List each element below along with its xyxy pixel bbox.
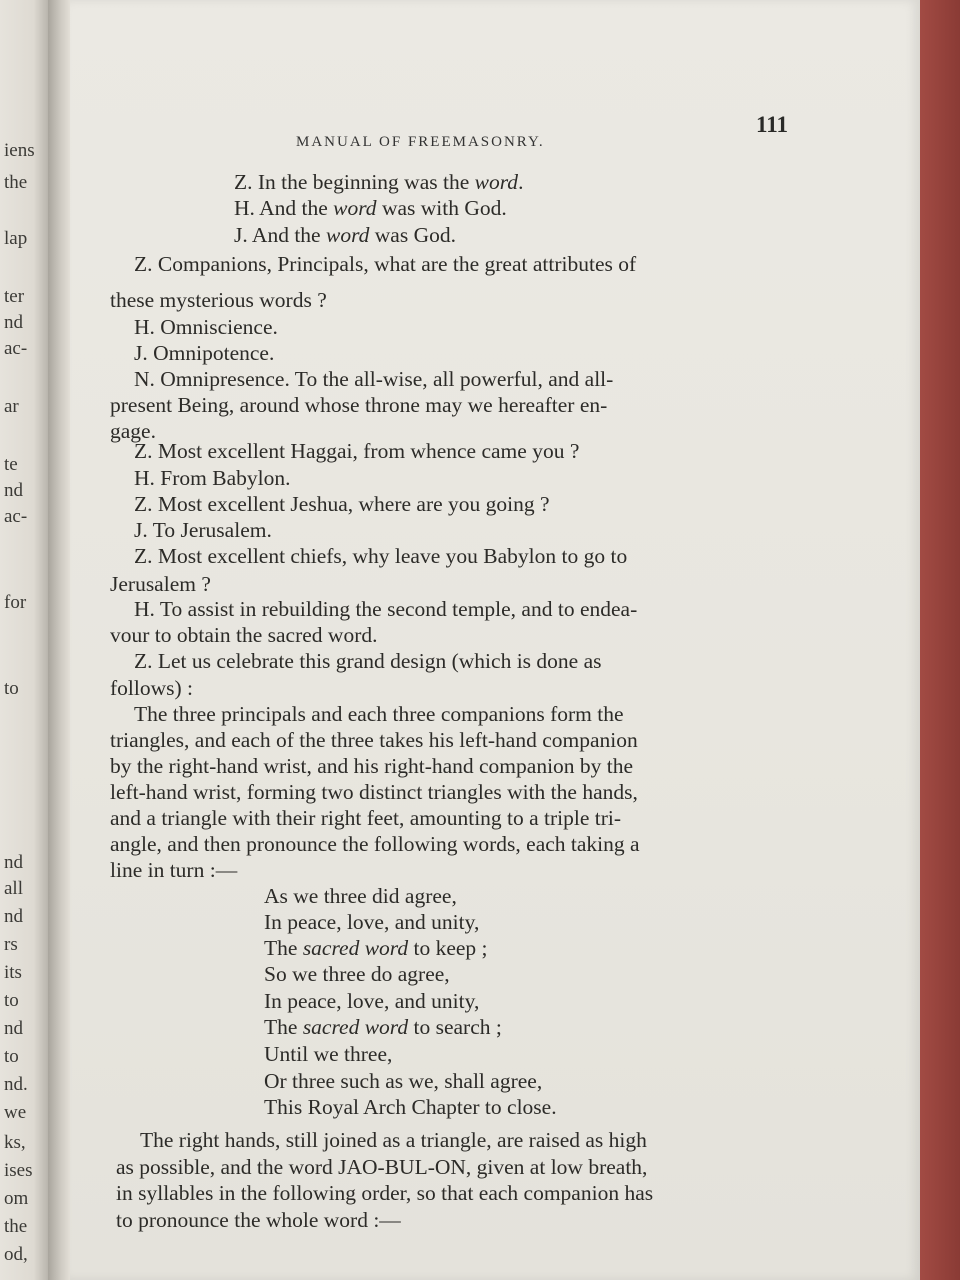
verse-line: In peace, love, and unity, [264, 910, 480, 934]
text-line: J. Omnipotence. [134, 341, 275, 365]
running-head: MANUAL OF FREEMASONRY. [296, 134, 545, 150]
page-number: 111 [756, 112, 788, 137]
text-line: present Being, around whose throne may we hereafter en- [110, 393, 608, 417]
prev-page-fragment: nd [4, 906, 23, 927]
prev-page-fragment: for [4, 592, 27, 613]
prev-page-fragment: ises [4, 1160, 33, 1181]
text-line: Z. Let us celebrate this grand design (which is done as [134, 649, 602, 673]
prev-page-fragment: to [4, 990, 19, 1011]
book-cover-edge [920, 0, 960, 1280]
prev-page-fragment: its [4, 962, 22, 983]
text-line: H. And the word was with God. [234, 196, 507, 220]
verse-line: This Royal Arch Chapter to close. [264, 1095, 557, 1119]
text-line: Jerusalem ? [110, 572, 211, 596]
previous-page-edge [0, 0, 48, 1280]
text-line: left-hand wrist, forming two distinct triangles with the hands, [110, 780, 638, 804]
prev-page-fragment: te [4, 454, 18, 475]
text-line: J. And the word was God. [234, 223, 456, 247]
text-line: Z. Most excellent chiefs, why leave you Babylon to go to [134, 544, 628, 568]
prev-page-fragment: nd. [4, 1074, 28, 1095]
text-line: Z. In the beginning was the word. [234, 170, 524, 194]
text-line: as possible, and the word JAO-BUL-ON, given at low breath, [116, 1155, 648, 1179]
prev-page-fragment: ks, [4, 1132, 26, 1153]
text-line: H. From Babylon. [134, 466, 291, 490]
verse-line: Until we three, [264, 1042, 393, 1066]
text-line: and a triangle with their right feet, amounting to a triple tri- [110, 806, 622, 830]
prev-page-fragment: ac- [4, 506, 28, 527]
prev-page-fragment: nd [4, 312, 23, 333]
text-line: Z. Most excellent Jeshua, where are you going ? [134, 492, 550, 516]
text-line: H. Omniscience. [134, 315, 278, 339]
prev-page-fragment: lap [4, 228, 28, 249]
prev-page-fragment: od, [4, 1244, 28, 1265]
text-line: follows) : [110, 676, 194, 700]
prev-page-fragment: ac- [4, 338, 28, 359]
verse-line: As we three did agree, [264, 884, 457, 908]
text-line: H. To assist in rebuilding the second temple, and to endea- [134, 597, 638, 621]
prev-page-fragment: rs [4, 934, 18, 955]
prev-page-fragment: all [4, 878, 23, 899]
verse-line: The sacred word to keep ; [264, 936, 488, 960]
book-gutter [48, 0, 70, 1280]
text-line: The right hands, still joined as a triangle, are raised as high [140, 1128, 647, 1152]
text-line: by the right-hand wrist, and his right-hand companion by the [110, 754, 634, 778]
verse-line: In peace, love, and unity, [264, 989, 480, 1013]
text-line: N. Omnipresence. To the all-wise, all powerful, and all- [134, 367, 614, 391]
text-line: in syllables in the following order, so that each companion has [116, 1181, 654, 1205]
prev-page-fragment: nd [4, 852, 23, 873]
text-line: line in turn :— [110, 858, 238, 882]
prev-page-fragment: iens [4, 140, 35, 161]
text-line: angle, and then pronounce the following words, each taking a [110, 832, 640, 856]
prev-page-fragment: to [4, 1046, 19, 1067]
text-line: Z. Most excellent Haggai, from whence came you ? [134, 439, 580, 463]
text-line: triangles, and each of the three takes his left-hand companion [110, 728, 638, 752]
prev-page-fragment: om [4, 1188, 29, 1209]
prev-page-fragment: ar [4, 396, 19, 417]
verse-line: So we three do agree, [264, 962, 450, 986]
text-line: vour to obtain the sacred word. [110, 623, 378, 647]
prev-page-fragment: ter [4, 286, 25, 307]
prev-page-fragment: nd [4, 480, 23, 501]
verse-line: The sacred word to search ; [264, 1015, 502, 1039]
text-line: gage. [110, 419, 156, 443]
text-line: to pronounce the whole word :— [116, 1208, 401, 1232]
text-line: Z. Companions, Principals, what are the great attributes of [134, 252, 637, 276]
prev-page-fragment: we [4, 1102, 27, 1123]
text-line: these mysterious words ? [110, 288, 327, 312]
text-line: J. To Jerusalem. [134, 518, 272, 542]
prev-page-fragment: the [4, 172, 28, 193]
prev-page-fragment: nd [4, 1018, 23, 1039]
text-line: The three principals and each three companions form the [134, 702, 624, 726]
prev-page-fragment: the [4, 1216, 28, 1237]
verse-line: Or three such as we, shall agree, [264, 1069, 543, 1093]
prev-page-fragment: to [4, 678, 19, 699]
